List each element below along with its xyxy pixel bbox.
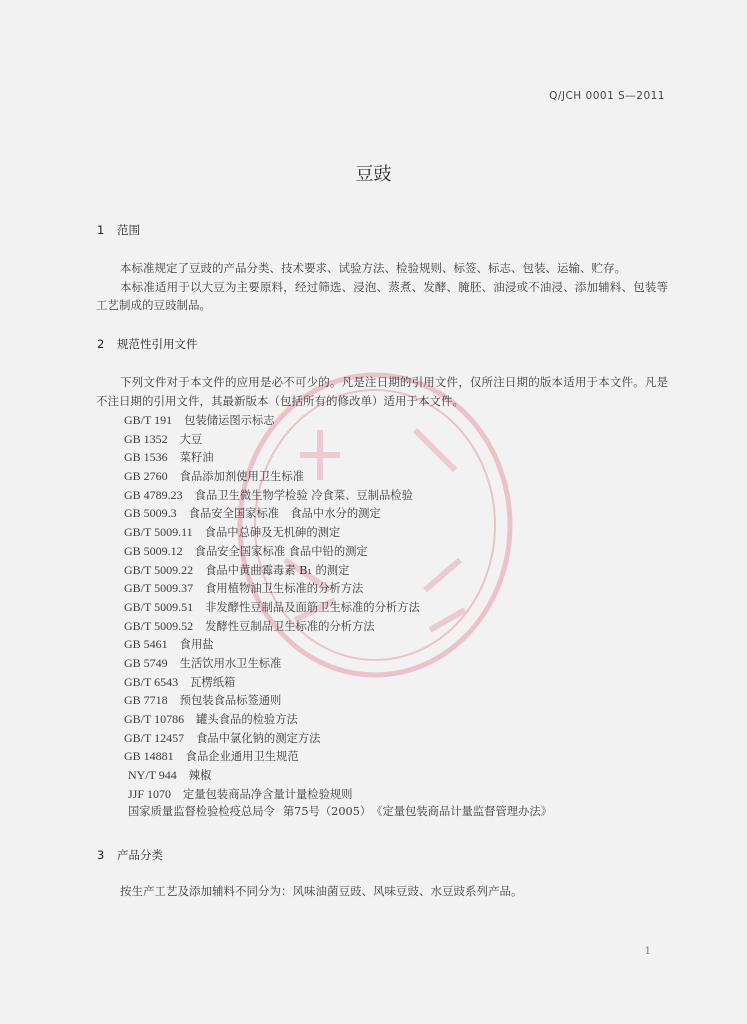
reference-item bbox=[124, 691, 552, 710]
paragraph: 按生产工艺及添加辅料不同分为：风味油菌豆豉、风味豆豉、水豆豉系列产品。 bbox=[120, 884, 523, 898]
reference-title: 包装储运图示标志 bbox=[184, 414, 275, 427]
reference-title: 食品安全国家标准 食品中铅的测定 bbox=[194, 544, 368, 558]
reference-code: GB 14881 bbox=[124, 749, 174, 764]
section-1-heading bbox=[97, 222, 140, 238]
reference-title: 瓦楞纸箱 bbox=[190, 675, 236, 689]
paragraph: 下列文件对于本文件的应用是必不可少的。凡是注日期的引用文件，仅所注日期的版本适用于本文件。凡是不注日期的引用文件，其最新版本（包括所有的修改单）适用于本文件。 bbox=[96, 375, 668, 408]
reference-item bbox=[124, 467, 552, 486]
reference-item bbox=[124, 654, 552, 673]
paragraph: 本标准适用于以大豆为主要原料，经过筛选、浸泡、蒸煮、发酵、腌胚、油浸或不油浸、添加辅料、包装等工艺制成的豆豉制品。 bbox=[96, 279, 668, 312]
reference-code: NY/T 944 bbox=[128, 768, 177, 783]
reference-item bbox=[124, 729, 552, 748]
page-number: 1 bbox=[644, 946, 651, 957]
reference-title: 食用盐 bbox=[179, 638, 214, 652]
reference-list bbox=[124, 411, 552, 822]
section-title: 范围 bbox=[117, 223, 140, 237]
section-number: 1 bbox=[97, 223, 105, 237]
reference-title: 第75号（2005） 《定量包装商品计量监督管理办法》 bbox=[282, 805, 552, 819]
reference-title: 定量包装商品净含量计量检验规则 bbox=[183, 787, 353, 801]
reference-title: 辣椒 bbox=[188, 769, 212, 783]
reference-item bbox=[124, 710, 552, 729]
reference-title: 食品添加剂使用卫生标准 bbox=[179, 470, 304, 484]
reference-code: GB 5461 bbox=[124, 637, 168, 652]
reference-title: 预包装食品标签通则 bbox=[179, 694, 282, 708]
reference-item bbox=[124, 617, 552, 636]
reference-title: 大豆 bbox=[179, 432, 203, 446]
section-title: 规范性引用文件 bbox=[117, 337, 198, 351]
reference-code: GB 1536 bbox=[124, 450, 168, 465]
reference-title: 食品卫生微生物学检验 冷食菜、豆制品检验 bbox=[194, 488, 413, 502]
reference-item bbox=[124, 411, 552, 430]
reference-code: GB 5009.3 bbox=[124, 506, 177, 521]
reference-code: GB 1352 bbox=[124, 431, 168, 446]
reference-code: GB 5009.12 bbox=[124, 543, 183, 558]
reference-code: GB/T 5009.51 bbox=[124, 599, 194, 614]
reference-item bbox=[124, 430, 552, 449]
section-number: 3 bbox=[97, 848, 105, 862]
reference-title: 罐头食品的检验方法 bbox=[196, 713, 298, 726]
reference-code: GB 4789.23 bbox=[124, 487, 183, 502]
reference-item bbox=[124, 504, 552, 523]
reference-item bbox=[124, 747, 552, 766]
reference-title: 非发酵性豆制品及面筋卫生标准的分析方法 bbox=[205, 600, 420, 614]
reference-item bbox=[124, 486, 552, 505]
reference-code: GB/T 5009.52 bbox=[124, 618, 194, 633]
reference-title: 发酵性豆制品卫生标准的分析方法 bbox=[205, 619, 375, 633]
reference-code: GB/T 12457 bbox=[124, 730, 185, 745]
reference-title: 食品企业通用卫生规范 bbox=[185, 750, 299, 764]
reference-code: GB/T 10786 bbox=[124, 712, 185, 726]
reference-item bbox=[124, 598, 552, 617]
reference-item bbox=[124, 561, 552, 580]
reference-item bbox=[124, 448, 552, 467]
reference-title: 食品安全国家标准 食品中水分的测定 bbox=[188, 507, 381, 521]
reference-code: GB/T 5009.11 bbox=[124, 525, 193, 540]
reference-title: 食品中氯化钠的测定方法 bbox=[196, 731, 321, 745]
paragraph: 本标准规定了豆豉的产品分类、技术要求、试验方法、检验规则、标签、标志、包装、运输、贮存。 bbox=[120, 261, 626, 275]
reference-title: 食品中总砷及无机砷的测定 bbox=[204, 526, 341, 540]
reference-code: JJF 1070 bbox=[128, 786, 172, 801]
reference-item bbox=[124, 673, 552, 692]
reference-code: GB/T 191 bbox=[124, 413, 173, 427]
reference-code: GB 5749 bbox=[124, 655, 168, 670]
reference-title: 生活饮用水卫生标准 bbox=[179, 656, 282, 670]
standard-number: Q/JCH 0001 S—2011 bbox=[549, 90, 665, 102]
reference-title: 菜籽油 bbox=[179, 451, 214, 465]
reference-code: GB/T 5009.22 bbox=[124, 562, 194, 577]
section-3-body bbox=[96, 882, 668, 901]
reference-code: 国家质量监督检验检疫总局令 bbox=[128, 805, 275, 819]
reference-item bbox=[124, 542, 552, 561]
reference-code: GB/T 5009.37 bbox=[124, 581, 194, 596]
section-1-body bbox=[96, 259, 668, 315]
reference-code: GB 7718 bbox=[124, 693, 168, 708]
section-2-body bbox=[96, 373, 668, 410]
section-3-heading bbox=[97, 847, 163, 863]
reference-item bbox=[124, 766, 552, 785]
document-title: 豆豉 bbox=[355, 164, 392, 185]
reference-item bbox=[124, 523, 552, 542]
reference-title: 食用植物油卫生标准的分析方法 bbox=[205, 582, 364, 596]
section-title: 产品分类 bbox=[117, 848, 163, 862]
reference-title: 食品中黄曲霉毒素 B₁ 的测定 bbox=[205, 563, 350, 577]
reference-item bbox=[124, 635, 552, 654]
reference-item bbox=[124, 785, 552, 804]
section-2-heading bbox=[97, 336, 198, 352]
reference-item bbox=[124, 579, 552, 598]
reference-code: GB 2760 bbox=[124, 469, 168, 484]
section-number: 2 bbox=[97, 337, 105, 351]
reference-item bbox=[124, 803, 552, 822]
reference-code: GB/T 6543 bbox=[124, 674, 179, 689]
